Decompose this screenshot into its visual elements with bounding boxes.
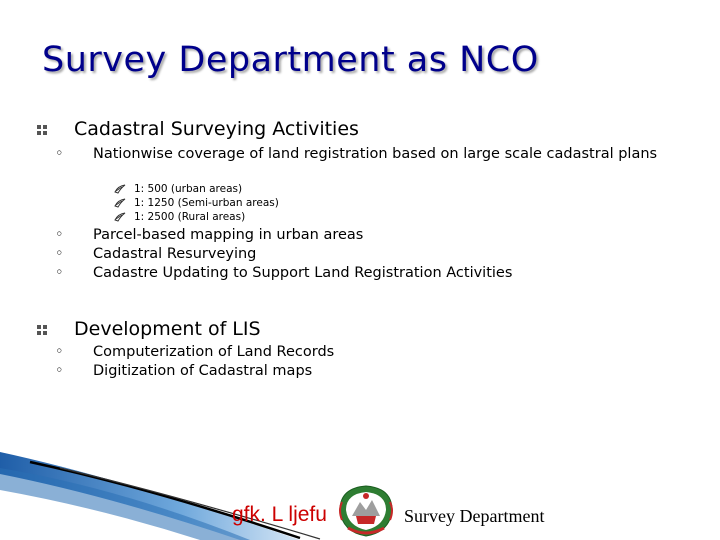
national-emblem-icon: [334, 480, 398, 540]
list-item: [55, 226, 675, 244]
square-bullet-icon: [36, 124, 48, 136]
list-item: [55, 343, 675, 361]
section-heading: Development of LIS: [74, 318, 261, 340]
list-item-text: Parcel-based mapping in urban areas: [93, 227, 364, 243]
sub-list-item-text: 1: 500 (urban areas): [134, 183, 243, 195]
section-heading: Cadastral Surveying Activities: [74, 118, 359, 140]
list-item-text: Digitization of Cadastral maps: [93, 363, 313, 379]
list-item-text: Computerization of Land Records: [93, 344, 335, 360]
ring-bullet-icon: ◦: [55, 146, 64, 162]
list-item-text: Cadastre Updating to Support Land Registration Activities: [93, 265, 513, 281]
ring-bullet-icon: ◦: [55, 265, 64, 281]
ring-bullet-icon: ◦: [55, 344, 64, 360]
square-bullet-icon: [36, 324, 48, 336]
footer-nepali-label: gfk. L ljefu: [232, 503, 327, 526]
footer-department-label: Survey Department: [404, 506, 545, 526]
list-item: [55, 145, 675, 163]
list-item: [55, 245, 675, 263]
sub-list-item-text: 1: 1250 (Semi-urban areas): [134, 197, 279, 209]
slide-title: Survey Department as NCO: [42, 40, 539, 80]
feather-bullet-icon: [114, 198, 126, 208]
ring-bullet-icon: ◦: [55, 246, 64, 262]
list-item-text: Nationwise coverage of land registration based on large scale cadastral plans: [93, 146, 658, 162]
list-item: [55, 362, 675, 380]
list-item-text: Cadastral Resurveying: [93, 246, 257, 262]
ring-bullet-icon: ◦: [55, 363, 64, 379]
feather-bullet-icon: [114, 212, 126, 222]
ring-bullet-icon: ◦: [55, 227, 64, 243]
list-item: [55, 264, 675, 282]
sub-list-item-text: 1: 2500 (Rural areas): [134, 211, 246, 223]
feather-bullet-icon: [114, 184, 126, 194]
